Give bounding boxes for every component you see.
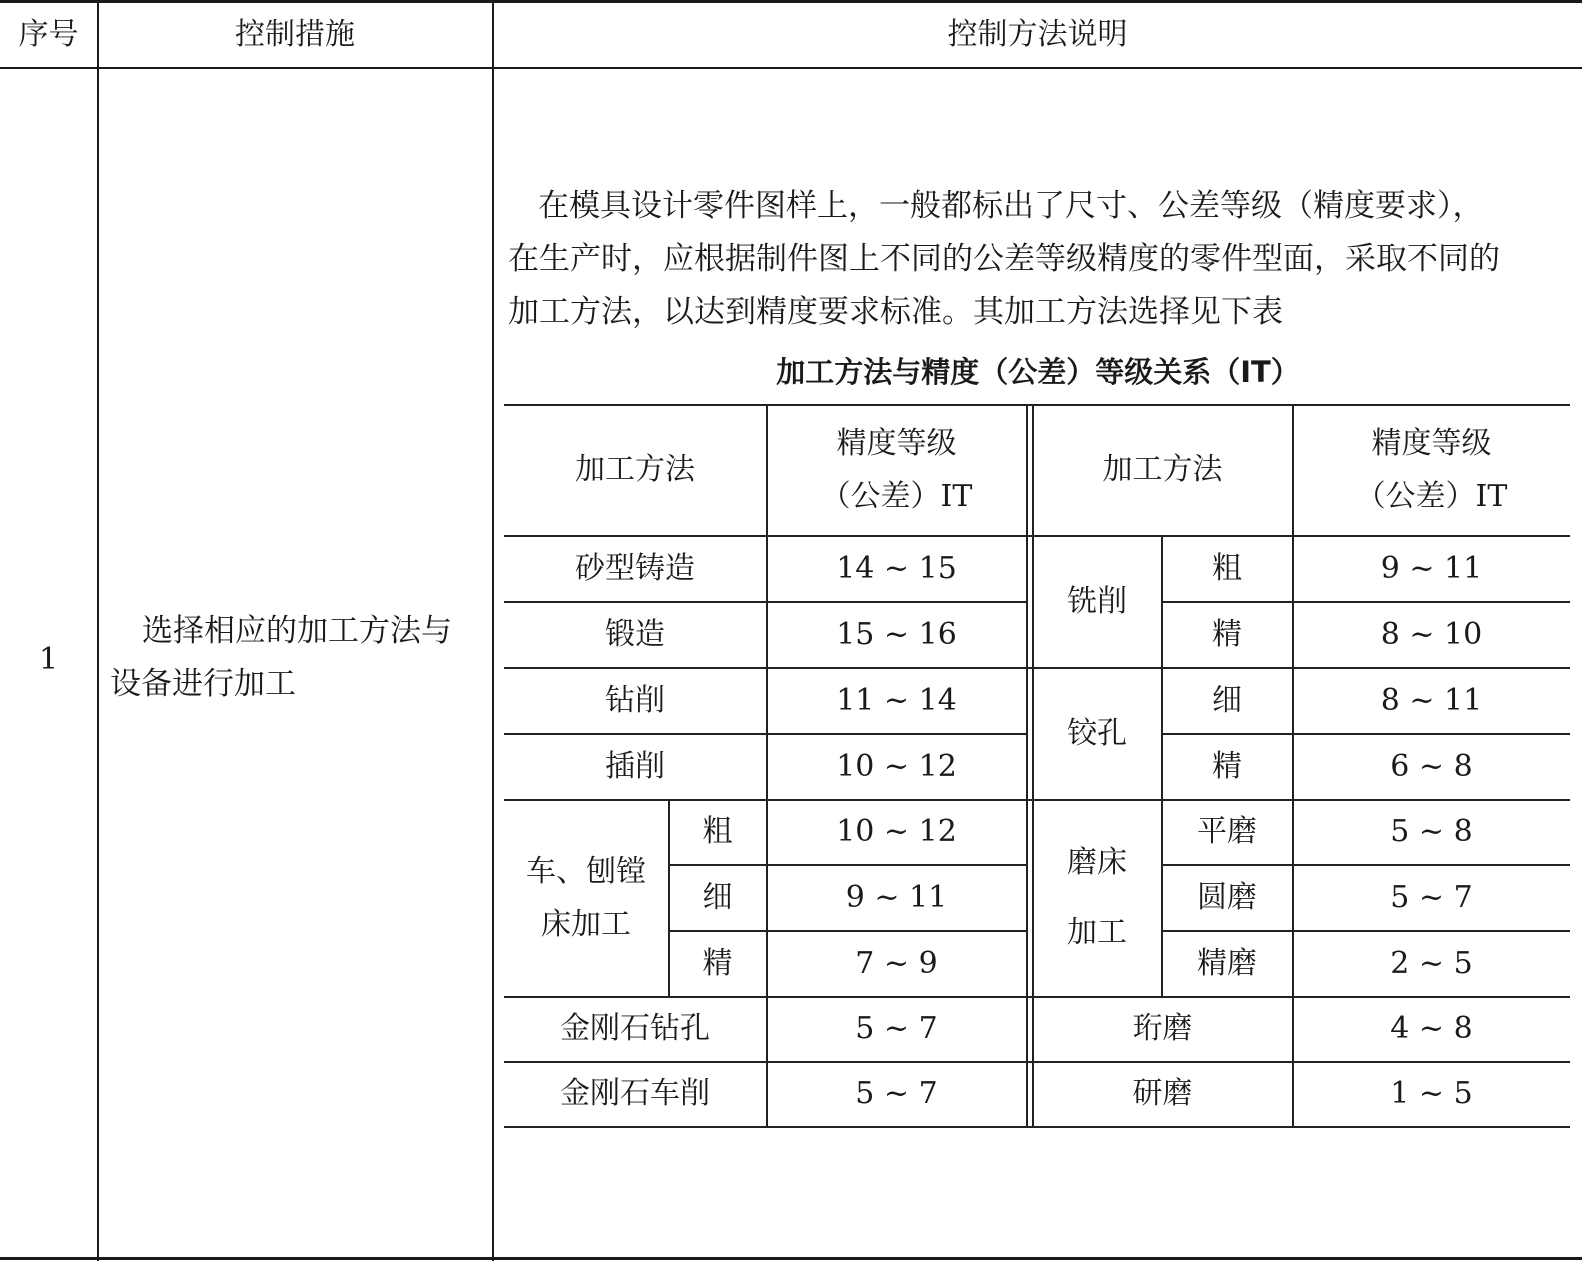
inner-header-method-left: 加工方法 bbox=[575, 452, 695, 487]
measure-line-1: 选择相应的加工方法与 bbox=[142, 613, 452, 649]
reaming-fine-label: 细 bbox=[1212, 682, 1242, 718]
method-diamond-drilling: 金刚石钻孔 bbox=[560, 1011, 710, 1046]
inner-double-line-a bbox=[1026, 404, 1028, 1127]
turning-fine-grade: 9 ~ 11 bbox=[845, 879, 948, 915]
grinding-flat-grade: 5 ~ 8 bbox=[1390, 814, 1473, 849]
grade-diamond-turning: 5 ~ 7 bbox=[855, 1076, 938, 1111]
grade-honing: 4 ~ 8 bbox=[1390, 1011, 1473, 1046]
method-diamond-turning: 金刚石车削 bbox=[560, 1076, 710, 1111]
measure-text bbox=[110, 605, 488, 711]
grinding-line2: 加工 bbox=[1067, 915, 1127, 950]
method-lapping: 研磨 bbox=[1132, 1076, 1193, 1111]
turning-precise-grade: 7 ~ 9 bbox=[855, 945, 938, 981]
milling-precise-label: 精 bbox=[1212, 616, 1242, 652]
grinding-flat-label: 平磨 bbox=[1197, 814, 1257, 849]
reaming-precise-label: 精 bbox=[1212, 748, 1242, 784]
outer-header-divider bbox=[0, 67, 1582, 69]
turning-line1: 车、刨镗 bbox=[526, 854, 646, 889]
grade-drilling: 11 ~ 14 bbox=[836, 682, 957, 718]
grinding-round-grade: 5 ~ 7 bbox=[1390, 879, 1473, 915]
inner-header-grade-right bbox=[1293, 405, 1570, 535]
header-description: 控制方法说明 bbox=[947, 17, 1128, 52]
method-forging: 锻造 bbox=[605, 616, 665, 652]
paragraph-line-1: 在模具设计零件图样上，一般都标出了尺寸、公差等级（精度要求）， bbox=[538, 188, 1484, 224]
grade-lapping: 1 ~ 5 bbox=[1390, 1076, 1473, 1111]
grinding-fine-label: 精磨 bbox=[1197, 945, 1257, 981]
grade-diamond-drilling: 5 ~ 7 bbox=[855, 1011, 938, 1046]
turning-precise-label: 精 bbox=[702, 945, 733, 981]
method-slotting: 插削 bbox=[605, 748, 665, 784]
method-turning bbox=[504, 800, 668, 996]
grinding-line1: 磨床 bbox=[1067, 845, 1127, 880]
reaming-precise-grade: 6 ~ 8 bbox=[1390, 748, 1473, 784]
outer-col-divider-2 bbox=[492, 0, 494, 1261]
reaming-fine-grade: 8 ~ 11 bbox=[1380, 682, 1483, 718]
inner-header-grade-left bbox=[767, 405, 1026, 535]
grade-header-line1: 精度等级 bbox=[836, 426, 957, 461]
milling-rough-label: 粗 bbox=[1212, 550, 1242, 586]
inner-header-method-right: 加工方法 bbox=[1102, 452, 1223, 487]
turning-rough-label: 粗 bbox=[702, 814, 733, 849]
table-caption: 加工方法与精度（公差）等级关系（IT） bbox=[776, 354, 1300, 389]
inner-bottom-border bbox=[504, 1126, 1570, 1128]
method-honing: 珩磨 bbox=[1132, 1011, 1193, 1046]
method-drilling: 钻削 bbox=[605, 682, 665, 718]
milling-rough-grade: 9 ~ 11 bbox=[1380, 550, 1483, 586]
paragraph-line-2: 在生产时，应根据制件图上不同的公差等级精度的零件型面，采取不同的 bbox=[508, 241, 1500, 277]
paragraph-line-3: 加工方法，以达到精度要求标准。其加工方法选择见下表 bbox=[508, 294, 1283, 330]
header-measure: 控制措施 bbox=[235, 17, 355, 52]
outer-col-divider-1 bbox=[97, 0, 99, 1261]
turning-line2: 床加工 bbox=[541, 907, 631, 942]
row-index: 1 bbox=[38, 642, 59, 677]
grade-header-line1: 精度等级 bbox=[1371, 426, 1492, 461]
grinding-fine-grade: 2 ~ 5 bbox=[1390, 945, 1473, 981]
grade-sand-casting: 14 ~ 15 bbox=[836, 550, 957, 586]
grade-header-line2: （公差）IT bbox=[1355, 479, 1508, 514]
turning-fine-label: 细 bbox=[702, 879, 733, 915]
grade-header-line2: （公差）IT bbox=[820, 479, 973, 514]
measure-line-2: 设备进行加工 bbox=[110, 666, 296, 702]
turning-rough-grade: 10 ~ 12 bbox=[836, 814, 957, 849]
description-paragraph bbox=[508, 180, 1568, 339]
grinding-round-label: 圆磨 bbox=[1197, 879, 1257, 915]
method-reaming: 铰孔 bbox=[1067, 715, 1127, 751]
method-grinding bbox=[1033, 800, 1161, 996]
milling-precise-grade: 8 ~ 10 bbox=[1380, 616, 1483, 652]
method-milling: 铣削 bbox=[1067, 583, 1127, 619]
method-sand-casting: 砂型铸造 bbox=[575, 550, 695, 586]
grade-slotting: 10 ~ 12 bbox=[836, 748, 957, 784]
header-index: 序号 bbox=[18, 17, 79, 52]
outer-bottom-border bbox=[0, 1257, 1582, 1260]
grade-forging: 15 ~ 16 bbox=[836, 616, 957, 652]
